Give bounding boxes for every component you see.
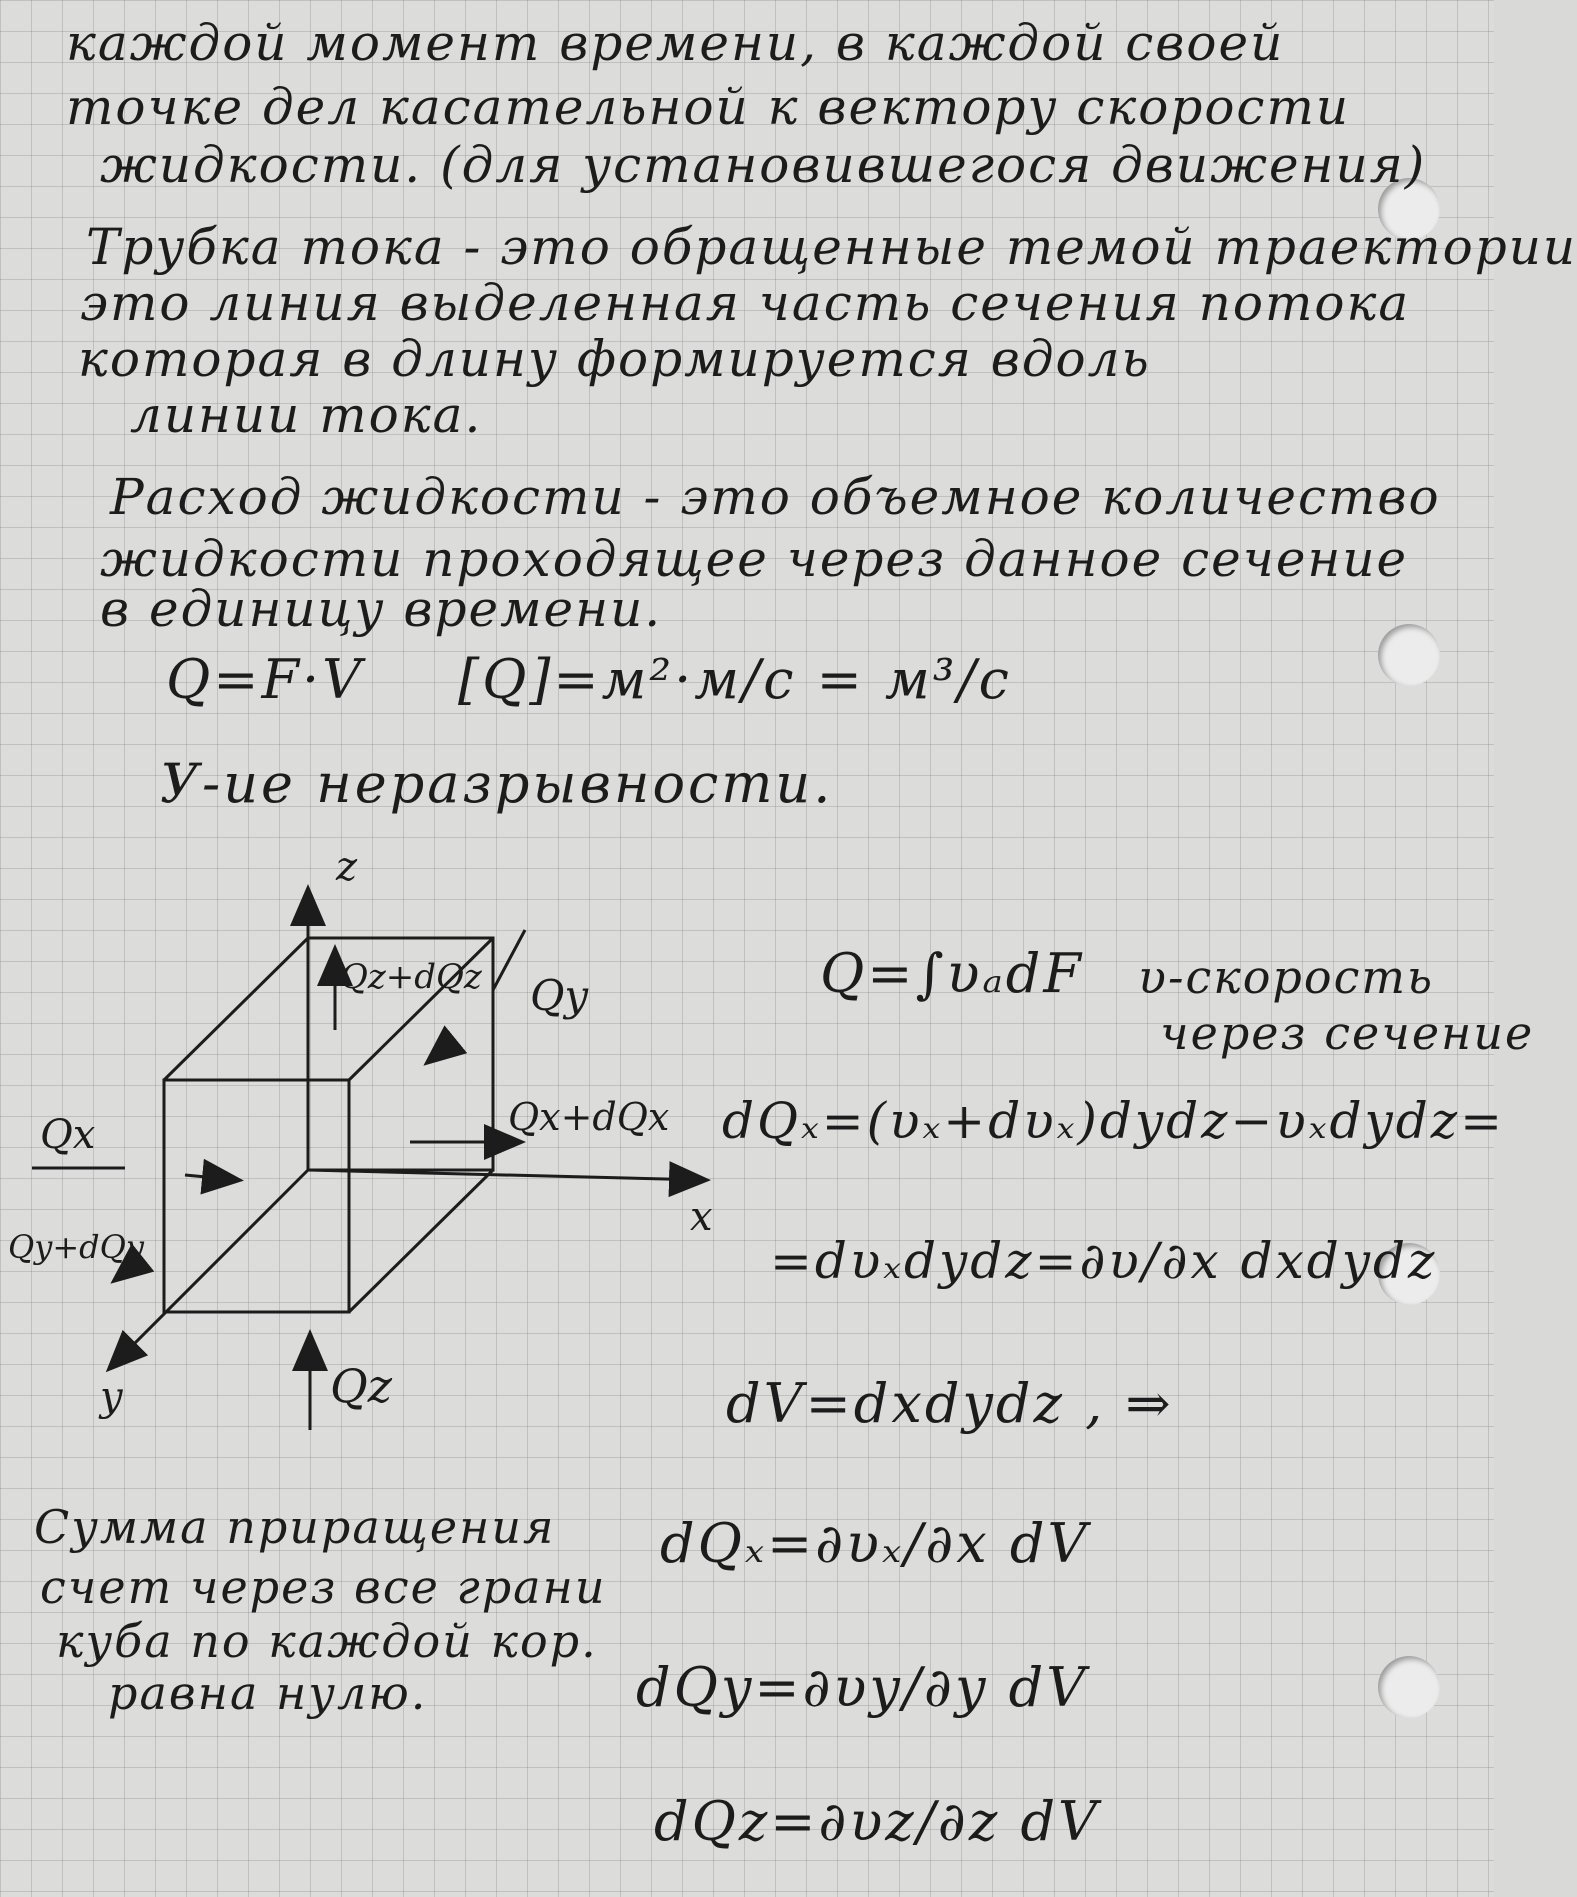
text-line: жидкости проходящее через данное сечение [100,530,1409,588]
eq-dqx: dQₓ=(υₓ+dυₓ)dydz−υₓdydz= [722,1092,1505,1150]
binder-hole [1378,624,1440,686]
qy-out-arrow [428,1040,455,1062]
eq-dqz: dQz=∂υz/∂z dV [654,1790,1101,1853]
text-line: каждой момент времени, в каждой своей [66,14,1285,72]
text-line: точке дел касательной к вектору скорости [66,78,1351,136]
sum-note-line: куба по каждой кор. [56,1614,598,1668]
velocity-note: υ-скорость [1138,950,1434,1004]
qz-top-label: Qz+dQz [340,957,482,997]
cube-diagram [0,830,720,1450]
qy-label: Qy [530,971,589,1020]
units-formula: [Q]=м²·м/с = м³/с [458,648,1012,711]
text-line: это линия выделенная часть сечения потока [80,274,1411,332]
sum-note-line: счет через все грани [40,1560,607,1614]
y-axis [110,1170,308,1368]
y-axis-label: y [100,1374,123,1420]
eq-dqx3: dQₓ=∂υₓ/∂x dV [660,1512,1090,1575]
sum-note-line: равна нулю. [108,1666,428,1720]
eq-dqy: dQy=∂υy/∂y dV [636,1656,1089,1719]
eq-dv: dV=dxdydz , ⇒ [726,1372,1174,1435]
text-line: Расход жидкости - это объемное количество [110,468,1441,526]
text-line: Трубка тока - это обращенные темой траектории [86,218,1577,276]
flow-formula: Q=F·V [166,648,365,711]
qx-in-label: Qx [40,1112,96,1158]
text-line: которая в длину формируется вдоль [78,330,1151,388]
text-line: линии тока. [130,386,483,444]
text-line: в единицу времени. [100,580,663,638]
continuity-title: У-ие неразрывности. [160,752,834,815]
x-axis-label: x [690,1194,713,1240]
binder-hole [1378,1656,1440,1718]
eq-dqx2: =dυₓdydz=∂υ/∂x dxdydz [770,1232,1438,1290]
qx-in-arrow [185,1175,238,1180]
integral-formula: Q=∫υₐdF [820,942,1084,1005]
qy-in-label: Qy+dQy [8,1228,144,1266]
velocity-note: через сечение [1160,1006,1535,1060]
z-axis-label: z [336,844,358,890]
text-line: жидкости. (для установившегося движения) [100,136,1427,194]
qx-out-label: Qx+dQx [508,1095,670,1139]
qz-bottom-label: Qz [330,1359,392,1413]
cube-front-face [164,1080,349,1312]
sum-note-line: Сумма приращения [34,1500,556,1554]
